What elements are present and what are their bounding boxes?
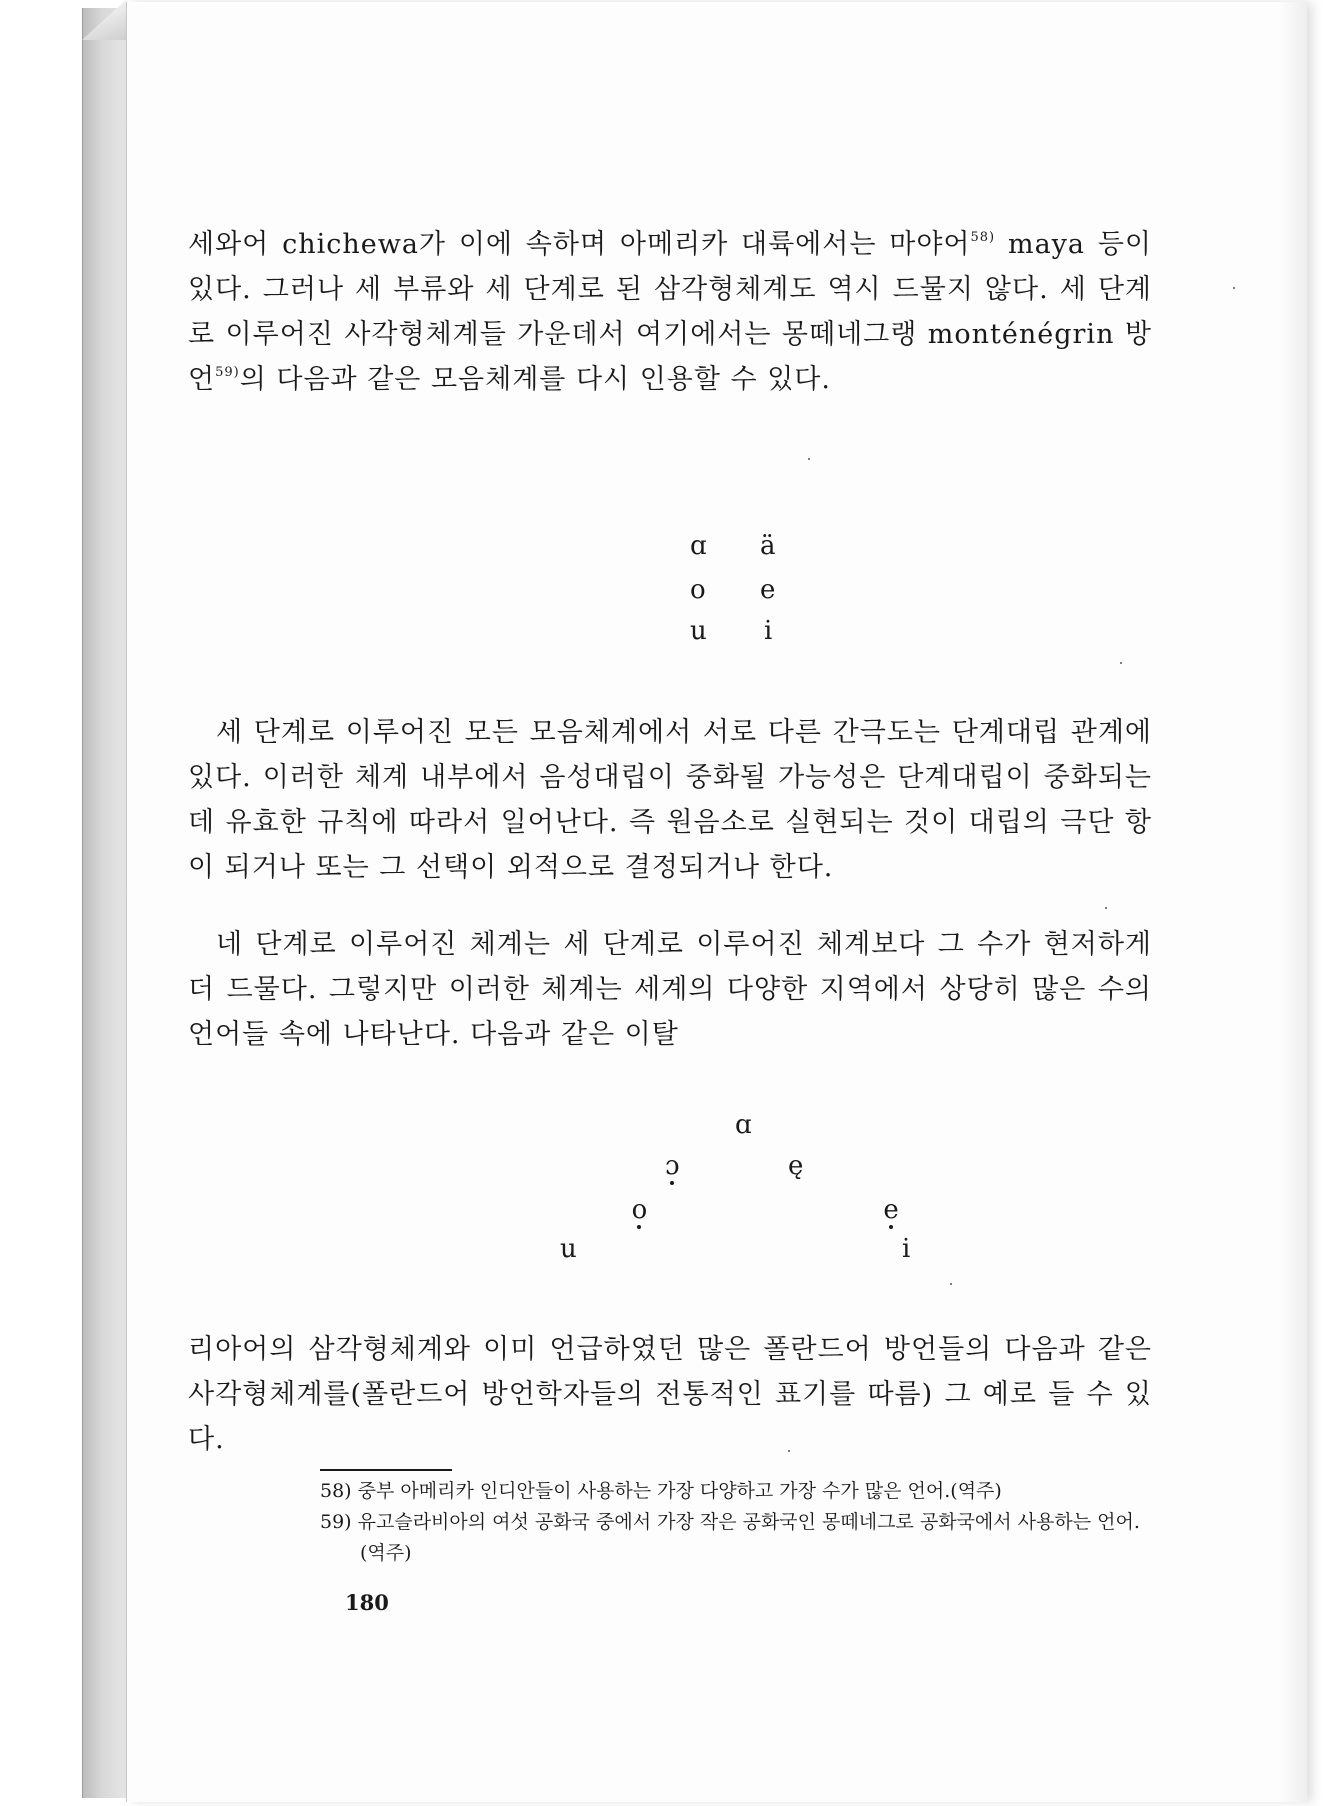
scan-speck (1120, 662, 1122, 664)
scan-speck (1105, 907, 1107, 909)
footnote-58: 58) 중부 아메리카 인디안들이 사용하는 가장 다양하고 가장 수가 많은 언어.(역주) (320, 1480, 1002, 1502)
vowel-o: o (690, 575, 706, 605)
vowel-e-dot: e (883, 1195, 899, 1225)
vowel-i-bottom: i (902, 1234, 911, 1264)
vowel-e: e (760, 575, 776, 605)
scan-speck (950, 1283, 952, 1285)
vowel-open-o-dot: ɔ (665, 1151, 680, 1181)
footnotes (320, 1476, 1160, 1569)
scan-speck (788, 1450, 790, 1452)
vowel-u-bottom: u (560, 1234, 577, 1264)
paragraph-4-text: 리아어의 삼각형체계와 이미 언급하였던 많은 폴란드어 방언들의 다음과 같은 사각형체계를(폴란드어 방언학자들의 전통적인 표기를 따름) 그 예로 들 수 있다. (188, 1334, 1152, 1455)
footnote-ref-59: 59) (215, 365, 240, 380)
footnote-ref-58: 58) (970, 230, 996, 245)
vowel-o-dot: o (631, 1195, 648, 1225)
page-number: 180 (345, 1590, 389, 1615)
footnote-59: 59) 유고슬라비아의 여섯 공화국 중에서 가장 작은 공화국인 몽떼네그로 공화국에서 사용하는 언어. (역주) (320, 1511, 1140, 1564)
vowel-i: i (764, 616, 773, 646)
paragraph-3 (188, 922, 1152, 1057)
footnote-divider (320, 1469, 452, 1471)
book-spine-edge (82, 8, 127, 1798)
paragraph-2 (188, 710, 1152, 890)
paragraph-1-text: 세와어 chichewa가 이에 속하며 아메리카 대륙에서는 마야어 (188, 229, 971, 260)
vowel-e-ogonek: ę (788, 1151, 804, 1181)
scan-speck (1233, 287, 1235, 289)
paragraph-2-text: 세 단계로 이루어진 모든 모음체계에서 서로 다른 간극도는 단계대립 관계에 있다. 이러한 체계 내부에서 음성대립이 중화될 가능성은 단계대립이 중화되는 데 유효한 규칙에 따라서 일어난다. 즉 원음소로 실현되는 것이 대립의 극단 항이 되거나 또는 그 선택이 외적으로 결정되거나 한다. (188, 717, 1152, 883)
paragraph-3-text: 네 단계로 이루어진 체계는 세 단계로 이루어진 체계보다 그 수가 현저하게 더 드물다. 그렇지만 이러한 체계는 세계의 다양한 지역에서 상당히 많은 수의 언어들 속에 나타난다. 다음과 같은 이탈 (188, 929, 1152, 1050)
paragraph-4 (188, 1327, 1152, 1462)
scan-speck (808, 458, 810, 460)
paragraph-1-text-cont: maya 등이 있다. 그러나 세 부류와 세 단계로 된 삼각형체계도 역시 드물지 않다. 세 단계로 이루어진 사각형체계들 가운데서 여기에서는 몽떼네그랭 monténégrin 방언 (188, 229, 1153, 395)
vowel-a-umlaut: ä (760, 531, 776, 561)
vowel-a-top: ɑ (735, 1110, 752, 1140)
paragraph-1 (188, 222, 1152, 402)
paragraph-1-text-end: 의 다음과 같은 모음체계를 다시 인용할 수 있다. (239, 364, 831, 395)
vowel-u: u (690, 616, 707, 646)
vowel-a: ɑ (690, 531, 707, 561)
page-shadow (1279, 2, 1307, 1802)
